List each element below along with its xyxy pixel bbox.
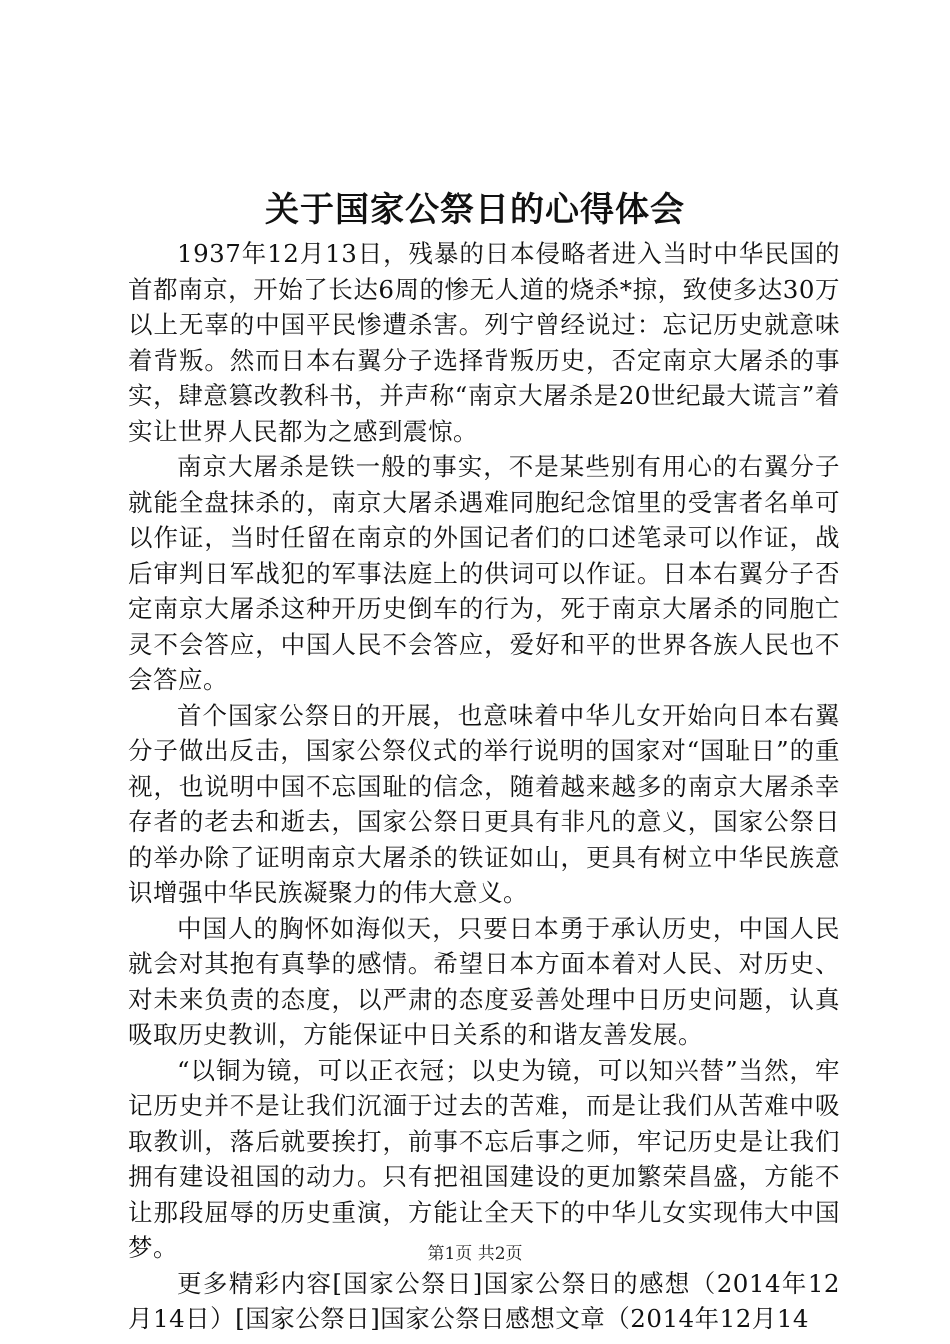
document-body bbox=[128, 236, 840, 1337]
page-footer: 第1页 共2页 bbox=[427, 1244, 523, 1264]
paragraph: 南京大屠杀是铁一般的事实，不是某些别有用心的右翼分子就能全盘抹杀的，南京大屠杀遇难同胞纪念馆里的受害者名单可以作证，当时任留在南京的外国记者们的口述笔录可以作证，战后审判日军战犯的军事法庭上的供词可以作证。日本右翼分子否定南京大屠杀这种开历史倒车的行为，死于南京大屠杀的同胞亡灵不会答应，中国人民不会答应，爱好和平的世界各族人民也不会答应。 bbox=[128, 452, 840, 694]
paragraph: 首个国家公祭日的开展，也意味着中华儿女开始向日本右翼分子做出反击，国家公祭仪式的举行说明的国家对“国耻日”的重视，也说明中国不忘国耻的信念，随着越来越多的南京大屠杀幸存者的老去和逝去，国家公祭日更具有非凡的意义，国家公祭日的举办除了证明南京大屠杀的铁证如山，更具有树立中华民族意识增强中华民族凝聚力的伟大意义。 bbox=[128, 700, 840, 907]
paragraph: 更多精彩内容[国家公祭日]国家公祭日的感想（2014年12月14日）[国家公祭日]国家公祭日感想文章（2014年12月14 bbox=[128, 1268, 840, 1333]
paragraph: 1937年12月13日，残暴的日本侵略者进入当时中华民国的首都南京，开始了长达6周的惨无人道的烧杀*掠，致使多达30万以上无辜的中国平民惨遭杀害。列宁曾经说过：忘记历史就意味着背叛。然而日本右翼分子选择背叛历史，否定南京大屠杀的事实，肆意篡改教科书，并声称“南京大屠杀是20世纪最大谎言”着实让世界人民都为之感到震惊。 bbox=[128, 239, 840, 446]
paragraph: 中国人的胸怀如海似天，只要日本勇于承认历史，中国人民就会对其抱有真挚的感情。希望日本方面本着对人民、对历史、对未来负责的态度，以严肃的态度妥善处理中日历史问题，认真吸取历史教训，方能保证中日关系的和谐友善发展。 bbox=[128, 913, 840, 1049]
document-title: 关于国家公祭日的心得体会 bbox=[265, 190, 685, 230]
paragraph: “以铜为镜，可以正衣冠；以史为镜，可以知兴替”当然，牢记历史并不是让我们沉湎于过去的苦难，而是让我们从苦难中吸取教训，落后就要挨打，前事不忘后事之师，牢记历史是让我们拥有建设祖国的动力。只有把祖国建设的更加繁荣昌盛，方能不让那段屈辱的历史重演，方能让全天下的中华儿女实现伟大中国梦。 bbox=[128, 1055, 840, 1262]
